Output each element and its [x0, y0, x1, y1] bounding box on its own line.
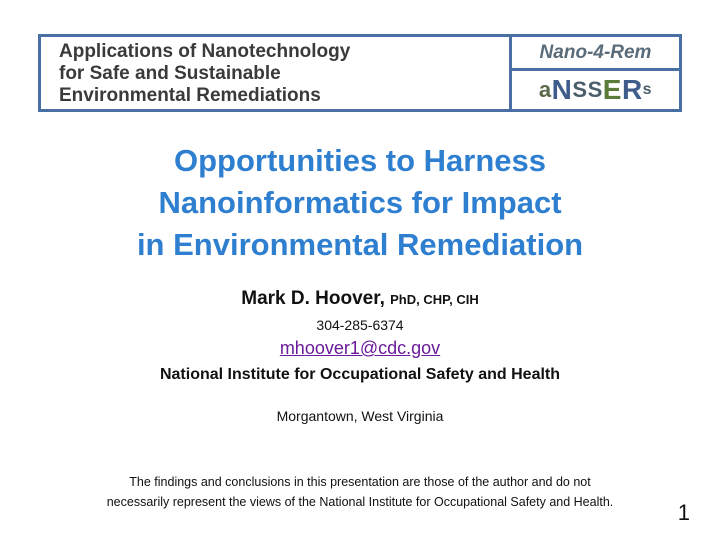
banner-line-2: for Safe and Sustainable	[59, 63, 281, 84]
title-line-1: Opportunities to Harness	[173, 143, 547, 178]
disclaimer	[0, 472, 720, 512]
email-link[interactable]: mhoover1@cdc.gov	[279, 338, 441, 358]
author-credentials: PhD, CHP, CIH	[390, 292, 479, 307]
banner-logos	[512, 37, 679, 109]
banner-title-box	[41, 37, 512, 109]
banner-line-3: Environmental Remediations	[59, 85, 321, 106]
phone-number: 304-285-6374	[316, 317, 404, 333]
disclaimer-line-1: The findings and conclusions in this presentation are those of the author and do not	[129, 475, 591, 489]
location-text: Morgantown, West Virginia	[276, 408, 444, 424]
email-line	[0, 338, 720, 359]
page-number: 1	[677, 500, 690, 525]
banner-line-1: Applications of Nanotechnology	[59, 41, 351, 62]
slide-title	[0, 140, 720, 266]
author-line: Mark D. Hoover, PhD, CHP, CIH	[241, 288, 479, 309]
disclaimer-line-2: necessarily represent the views of the National Institute for Occupational Safety and Health.	[106, 495, 614, 509]
nano-4-rem-logo: Nano-4-Rem	[512, 37, 679, 71]
header-banner	[38, 34, 682, 112]
title-line-3: in Environmental Remediation	[136, 227, 584, 262]
title-line-2: Nanoinformatics for Impact	[158, 185, 562, 220]
organization-name: National Institute for Occupational Safety and Health	[159, 366, 561, 383]
author-name: Mark D. Hoover	[241, 288, 380, 309]
anssers-logo: a N SS E R s	[538, 74, 653, 105]
